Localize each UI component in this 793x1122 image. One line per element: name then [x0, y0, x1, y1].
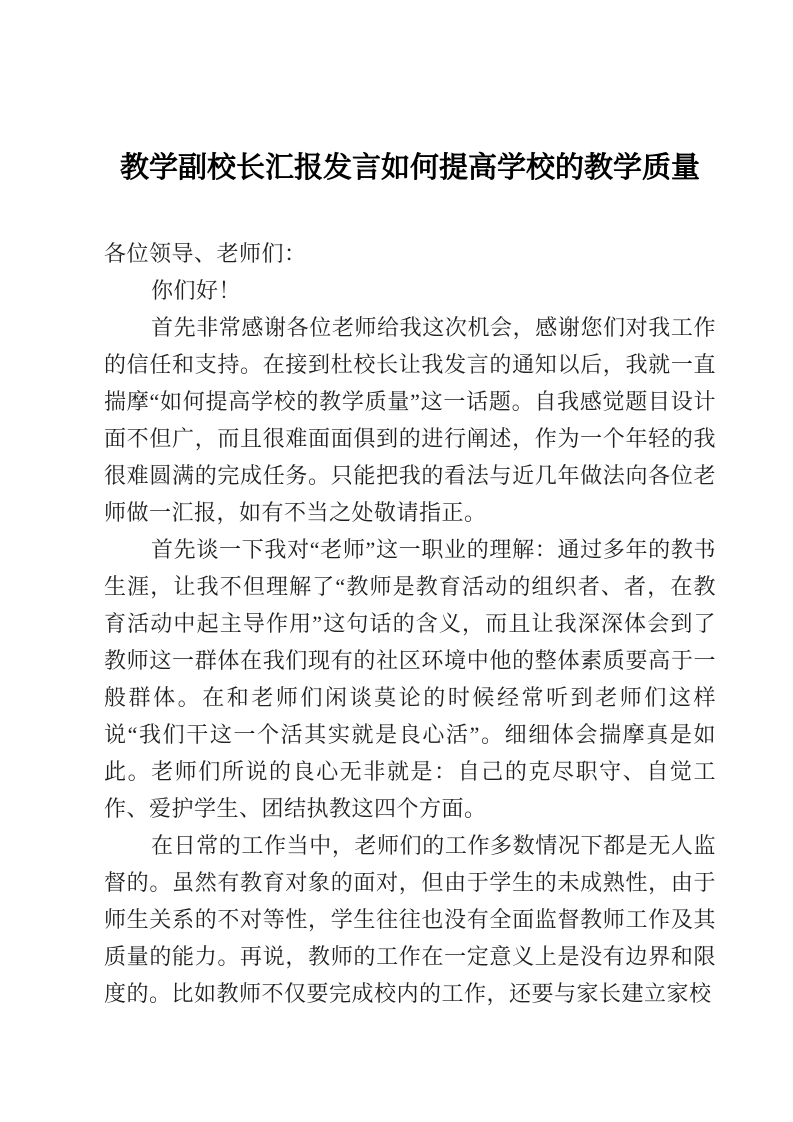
body-paragraph-3: 在日常的工作当中，老师们的工作多数情况下都是无人监督的。虽然有教育对象的面对，但由于学生的未成熟性，由于师生关系的不对等性，学生往往也没有全面监督教师工作及其质量的能力。再说，教师的工作在一定意义上是没有边界和限度的。比如教师不仅要完成校内的工作，还要与家长建立家校: [104, 833, 716, 1006]
body-paragraph-2: 首先谈一下我对“老师”这一职业的理解：通过多年的教书生涯，让我不但理解了“教师是教育活动的组织者、者，在教育活动中起主导作用”这句话的含义，而且让我深深体会到了教师这一群体在我们现有的社区环境中他的整体素质要高于一般群体。在和老师们闲谈莫论的时候经常听到老师们这样说“我们干这一个活其实就是良心活”。细细体会揣摩真是如此。老师们所说的良心无非就是：自己的克尽职守、自觉工作、爱护学生、团结执教这四个方面。: [104, 537, 716, 821]
salutation-paragraph: 各位领导、老师们：: [104, 241, 307, 266]
document-title: 教学副校长汇报发言如何提高学校的教学质量: [119, 150, 700, 184]
document-text-column: [104, 142, 716, 1012]
greeting-paragraph: 你们好！: [151, 278, 242, 303]
body-paragraph-1: 首先非常感谢各位老师给我这次机会，感谢您们对我工作的信任和支持。在接到杜校长让我发言的通知以后，我就一直揣摩“如何提高学校的教学质量”这一话题。自我感觉题目设计面不但广，而且很难面面俱到的进行阐述，作为一个年轻的我很难圆满的完成任务。只能把我的看法与近几年做法向各位老师做一汇报，如有不当之处敬请指正。: [104, 315, 717, 525]
